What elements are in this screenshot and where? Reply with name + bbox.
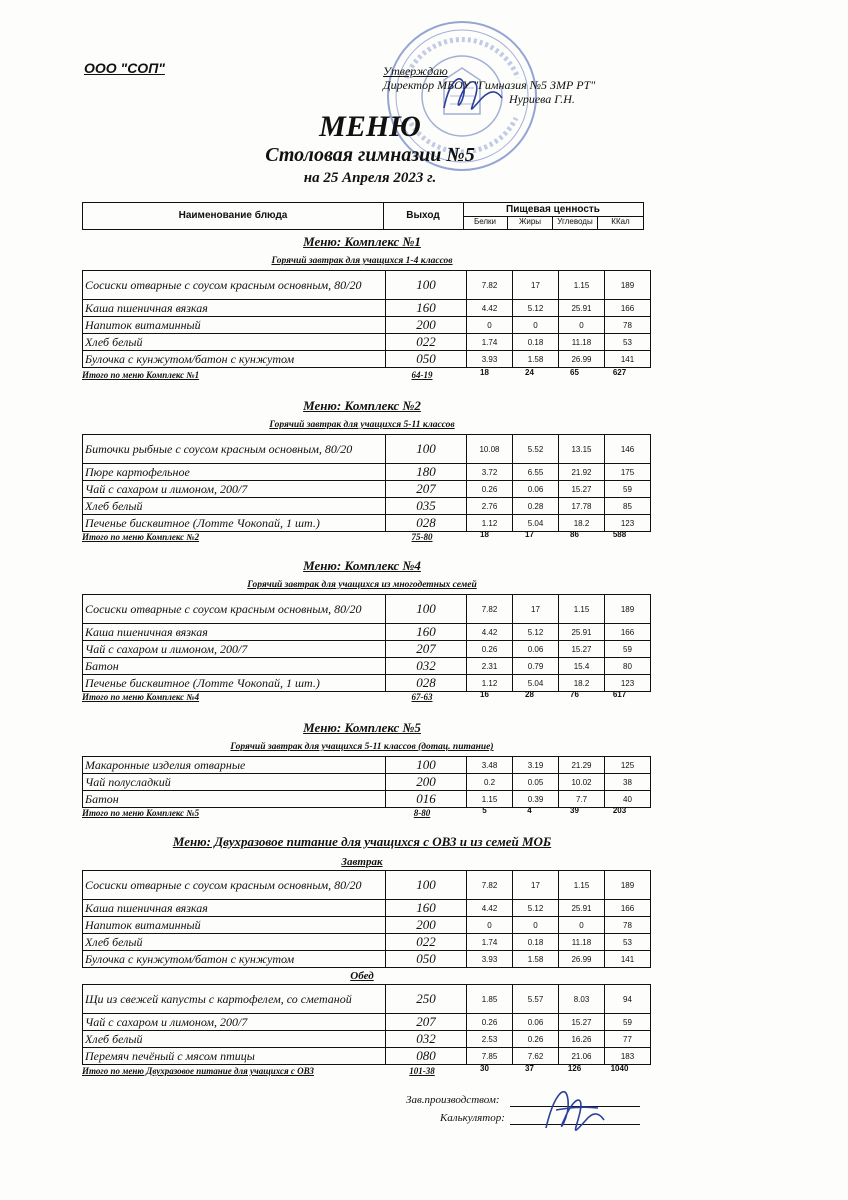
carbs-value: 15.27 [559, 481, 605, 498]
table-row [83, 317, 651, 334]
section-subtitle: Горячий завтрак для учащихся 1-4 классов [271, 256, 453, 266]
fat-value: 0.05 [513, 774, 559, 791]
table-row [83, 675, 651, 692]
table-row [83, 435, 651, 464]
fat-value: 0.06 [513, 481, 559, 498]
carbs-value: 17.78 [559, 498, 605, 515]
total-carbs: 65 [570, 368, 579, 377]
breakfast-label: Завтрак [341, 856, 383, 868]
protein-value: 7.82 [467, 271, 513, 300]
dish-name: Батон [83, 658, 386, 675]
table-row [83, 985, 651, 1014]
kcal-value: 80 [605, 658, 651, 675]
column-header [82, 202, 644, 230]
carbs-value: 1.15 [559, 595, 605, 624]
kcal-value: 78 [605, 917, 651, 934]
total-kcal: 203 [612, 806, 627, 815]
page-title: МЕНЮ [319, 110, 421, 143]
total-row [82, 370, 642, 382]
menu-table [82, 434, 651, 532]
table-row [83, 900, 651, 917]
kcal-value: 125 [605, 757, 651, 774]
fat-value: 7.62 [513, 1048, 559, 1065]
protein-value: 4.42 [467, 900, 513, 917]
table-row [83, 300, 651, 317]
section-subtitle: Горячий завтрак для учащихся 5-11 классов (дотац. питание) [230, 742, 494, 752]
dish-name: Макаронные изделия отварные [83, 757, 386, 774]
total-fat: 4 [527, 806, 532, 815]
dish-output: 160 [386, 624, 467, 641]
protein-value: 4.42 [467, 624, 513, 641]
approval-position: Директор МБОУ "Гимназия №5 ЗМР РТ" [383, 78, 596, 92]
table-row [83, 917, 651, 934]
protein-value: 7.85 [467, 1048, 513, 1065]
section-title: Меню: Двухразовое питание для учащихся с ОВЗ и из семей МОБ [172, 834, 552, 849]
table-row [83, 1031, 651, 1048]
table-row [83, 351, 651, 368]
approval-label: Утверждаю [383, 64, 448, 78]
protein-value: 0.26 [467, 481, 513, 498]
total-output: 67-63 [411, 692, 433, 702]
table-row [83, 1048, 651, 1065]
dish-output: 180 [386, 464, 467, 481]
fat-value: 1.58 [513, 351, 559, 368]
col-kcal-header: ККал [611, 217, 630, 226]
fat-value: 0.06 [513, 641, 559, 658]
total-output: 75-80 [411, 532, 433, 542]
carbs-value: 18.2 [559, 515, 605, 532]
dish-name: Хлеб белый [83, 1031, 386, 1048]
dish-output: 100 [386, 271, 467, 300]
carbs-value: 15.27 [559, 641, 605, 658]
dish-name: Сосиски отварные с соусом красным основным, 80/20 [83, 271, 386, 300]
carbs-value: 21.29 [559, 757, 605, 774]
kcal-value: 59 [605, 641, 651, 658]
fat-value: 5.12 [513, 900, 559, 917]
table-row [83, 951, 651, 968]
protein-value: 0 [467, 317, 513, 334]
dish-name: Напиток витаминный [83, 917, 386, 934]
section-title: Меню: Комплекс №4 [303, 558, 421, 573]
producer-signature [536, 1080, 608, 1142]
carbs-value: 10.02 [559, 774, 605, 791]
kcal-value: 166 [605, 900, 651, 917]
total-label: Итого по меню Комплекс №1 [82, 370, 200, 380]
protein-value: 2.31 [467, 658, 513, 675]
carbs-value: 21.92 [559, 464, 605, 481]
fat-value: 5.57 [513, 985, 559, 1014]
fat-value: 0.06 [513, 1014, 559, 1031]
kcal-value: 77 [605, 1031, 651, 1048]
dish-output: 100 [386, 435, 467, 464]
calculator-label: Калькулятор: [440, 1112, 505, 1124]
kcal-value: 123 [605, 515, 651, 532]
total-carbs: 39 [570, 806, 579, 815]
col-name-header: Наименование блюда [83, 203, 384, 229]
fat-value: 17 [513, 595, 559, 624]
dish-name: Булочка с кунжутом/батон с кунжутом [83, 351, 386, 368]
fat-value: 0 [513, 317, 559, 334]
col-fat-header: Жиры [508, 216, 553, 229]
fat-value: 0.79 [513, 658, 559, 675]
dish-output: 080 [386, 1048, 467, 1065]
dish-output: 028 [386, 515, 467, 532]
dish-output: 035 [386, 498, 467, 515]
menu-table [82, 270, 651, 368]
total-row [82, 532, 642, 544]
approval-block [383, 64, 595, 106]
protein-value: 2.76 [467, 498, 513, 515]
dish-name: Печенье бисквитное (Лотте Чокопай, 1 шт.) [83, 675, 386, 692]
total-label: Итого по меню Комплекс №4 [82, 692, 200, 702]
protein-value: 1.12 [467, 675, 513, 692]
menu-table [82, 594, 651, 692]
carbs-value: 16.26 [559, 1031, 605, 1048]
total-label: Итого по меню Двухразовое питание для учащихся с ОВЗ [82, 1066, 314, 1076]
table-row [83, 774, 651, 791]
dish-output: 207 [386, 1014, 467, 1031]
dish-output: 100 [386, 871, 467, 900]
table-row [83, 334, 651, 351]
fat-value: 5.04 [513, 515, 559, 532]
carbs-value: 15.27 [559, 1014, 605, 1031]
menu-date: на 25 Апреля 2023 г. [303, 170, 437, 186]
total-fat: 28 [525, 690, 534, 699]
total-label: Итого по меню Комплекс №2 [82, 532, 200, 542]
dish-output: 050 [386, 951, 467, 968]
dish-name: Хлеб белый [83, 934, 386, 951]
dish-name: Хлеб белый [83, 498, 386, 515]
total-row [82, 1066, 642, 1078]
fat-value: 17 [513, 271, 559, 300]
dish-name: Чай с сахаром и лимоном, 200/7 [83, 1014, 386, 1031]
protein-value: 0 [467, 917, 513, 934]
page-subtitle: Столовая гимназии №5 [265, 144, 475, 166]
dish-name: Хлеб белый [83, 334, 386, 351]
carbs-value: 8.03 [559, 985, 605, 1014]
total-fat: 37 [525, 1064, 534, 1073]
dish-output: 160 [386, 300, 467, 317]
protein-value: 0.2 [467, 774, 513, 791]
dish-output: 028 [386, 675, 467, 692]
protein-value: 7.82 [467, 595, 513, 624]
total-carbs: 86 [570, 530, 579, 539]
protein-value: 3.48 [467, 757, 513, 774]
carbs-value: 13.15 [559, 435, 605, 464]
section-title: Меню: Комплекс №1 [303, 234, 421, 249]
dish-output: 032 [386, 658, 467, 675]
total-kcal: 627 [612, 368, 627, 377]
dish-name: Печенье бисквитное (Лотте Чокопай, 1 шт.) [83, 515, 386, 532]
section-title: Меню: Комплекс №5 [303, 720, 421, 735]
kcal-value: 53 [605, 934, 651, 951]
kcal-value: 175 [605, 464, 651, 481]
fat-value: 5.12 [513, 300, 559, 317]
col-output-header: Выход [383, 203, 464, 229]
kcal-value: 189 [605, 271, 651, 300]
table-row [83, 658, 651, 675]
carbs-value: 15.4 [559, 658, 605, 675]
carbs-value: 18.2 [559, 675, 605, 692]
protein-value: 7.82 [467, 871, 513, 900]
protein-value: 1.85 [467, 985, 513, 1014]
dish-output: 050 [386, 351, 467, 368]
table-row [83, 757, 651, 774]
dish-name: Батон [83, 791, 386, 808]
dish-output: 022 [386, 934, 467, 951]
total-fat: 24 [525, 368, 534, 377]
fat-value: 5.52 [513, 435, 559, 464]
protein-value: 3.72 [467, 464, 513, 481]
table-row [83, 595, 651, 624]
total-protein: 18 [480, 368, 489, 377]
kcal-value: 146 [605, 435, 651, 464]
table-row [83, 641, 651, 658]
total-row [82, 692, 642, 704]
org-name: ООО "СОП" [84, 60, 165, 76]
fat-value: 0.28 [513, 498, 559, 515]
dish-output: 100 [386, 757, 467, 774]
dish-output: 200 [386, 317, 467, 334]
col-carbs-header: Углеводы [553, 216, 598, 229]
col-protein-header: Белки [463, 216, 508, 229]
total-label: Итого по меню Комплекс №5 [82, 808, 200, 818]
protein-value: 10.08 [467, 435, 513, 464]
dish-name: Сосиски отварные с соусом красным основным, 80/20 [83, 871, 386, 900]
carbs-value: 11.18 [559, 934, 605, 951]
kcal-value: 40 [605, 791, 651, 808]
dish-name: Напиток витаминный [83, 317, 386, 334]
protein-value: 3.93 [467, 351, 513, 368]
dish-name: Булочка с кунжутом/батон с кунжутом [83, 951, 386, 968]
dish-output: 200 [386, 774, 467, 791]
total-carbs: 126 [567, 1064, 582, 1073]
kcal-value: 123 [605, 675, 651, 692]
total-carbs: 76 [570, 690, 579, 699]
total-protein: 16 [480, 690, 489, 699]
dish-name: Чай полусладкий [83, 774, 386, 791]
kcal-value: 78 [605, 317, 651, 334]
dish-name: Чай с сахаром и лимоном, 200/7 [83, 641, 386, 658]
fat-value: 0.18 [513, 334, 559, 351]
dish-output: 207 [386, 641, 467, 658]
producer-label: Зав.производством: [406, 1094, 500, 1106]
kcal-value: 94 [605, 985, 651, 1014]
carbs-value: 25.91 [559, 900, 605, 917]
fat-value: 0.26 [513, 1031, 559, 1048]
total-protein: 18 [480, 530, 489, 539]
dish-output: 200 [386, 917, 467, 934]
kcal-value: 141 [605, 351, 651, 368]
dish-name: Пюре картофельное [83, 464, 386, 481]
section-subtitle: Горячий завтрак для учащихся 5-11 классов [269, 420, 455, 430]
total-kcal: 1040 [610, 1064, 629, 1073]
fat-value: 6.55 [513, 464, 559, 481]
dish-name: Перемяч печёный с мясом птицы [83, 1048, 386, 1065]
table-row [83, 464, 651, 481]
protein-value: 4.42 [467, 300, 513, 317]
kcal-value: 166 [605, 300, 651, 317]
approval-person: Нуриева Г.Н. [509, 92, 575, 106]
menu-table [82, 984, 651, 1065]
fat-value: 5.12 [513, 624, 559, 641]
kcal-value: 53 [605, 334, 651, 351]
section-title: Меню: Комплекс №2 [303, 398, 421, 413]
section-subtitle: Горячий завтрак для учащихся из многодетных семей [247, 580, 477, 590]
dish-output: 160 [386, 900, 467, 917]
carbs-value: 7.7 [559, 791, 605, 808]
carbs-value: 26.99 [559, 951, 605, 968]
table-row [83, 791, 651, 808]
kcal-value: 183 [605, 1048, 651, 1065]
carbs-value: 26.99 [559, 351, 605, 368]
col-nutrition-header: Пищевая ценность [463, 203, 643, 217]
kcal-value: 85 [605, 498, 651, 515]
fat-value: 1.58 [513, 951, 559, 968]
menu-table [82, 870, 651, 968]
kcal-value: 166 [605, 624, 651, 641]
carbs-value: 1.15 [559, 871, 605, 900]
dish-output: 022 [386, 334, 467, 351]
dish-name: Каша пшеничная вязкая [83, 900, 386, 917]
carbs-value: 1.15 [559, 271, 605, 300]
total-output: 101-38 [409, 1066, 435, 1076]
fat-value: 3.19 [513, 757, 559, 774]
carbs-value: 11.18 [559, 334, 605, 351]
kcal-value: 59 [605, 1014, 651, 1031]
carbs-value: 0 [559, 917, 605, 934]
carbs-value: 0 [559, 317, 605, 334]
menu-table [82, 756, 651, 808]
dish-name: Биточки рыбные с соусом красным основным, 80/20 [83, 435, 386, 464]
dish-output: 016 [386, 791, 467, 808]
dish-name: Каша пшеничная вязкая [83, 300, 386, 317]
table-row [83, 871, 651, 900]
protein-value: 0.26 [467, 1014, 513, 1031]
dish-name: Сосиски отварные с соусом красным основным, 80/20 [83, 595, 386, 624]
protein-value: 0.26 [467, 641, 513, 658]
table-row [83, 515, 651, 532]
kcal-value: 189 [605, 595, 651, 624]
table-row [83, 1014, 651, 1031]
protein-value: 3.93 [467, 951, 513, 968]
total-output: 8-80 [413, 808, 431, 818]
total-output: 64-19 [411, 370, 433, 380]
fat-value: 0 [513, 917, 559, 934]
protein-value: 1.74 [467, 334, 513, 351]
fat-value: 0.39 [513, 791, 559, 808]
fat-value: 5.04 [513, 675, 559, 692]
total-fat: 17 [525, 530, 534, 539]
dish-name: Каша пшеничная вязкая [83, 624, 386, 641]
protein-value: 1.12 [467, 515, 513, 532]
table-row [83, 498, 651, 515]
dish-name: Щи из свежей капусты с картофелем, со сметаной [83, 985, 386, 1014]
table-row [83, 481, 651, 498]
dish-output: 032 [386, 1031, 467, 1048]
dish-output: 207 [386, 481, 467, 498]
table-row [83, 934, 651, 951]
kcal-value: 141 [605, 951, 651, 968]
total-kcal: 617 [612, 690, 627, 699]
total-kcal: 588 [612, 530, 627, 539]
dish-name: Чай с сахаром и лимоном, 200/7 [83, 481, 386, 498]
dish-output: 250 [386, 985, 467, 1014]
table-row [83, 624, 651, 641]
total-row [82, 808, 642, 820]
carbs-value: 25.91 [559, 624, 605, 641]
kcal-value: 189 [605, 871, 651, 900]
total-protein: 5 [482, 806, 487, 815]
kcal-value: 59 [605, 481, 651, 498]
kcal-value: 38 [605, 774, 651, 791]
total-protein: 30 [480, 1064, 489, 1073]
carbs-value: 25.91 [559, 300, 605, 317]
carbs-value: 21.06 [559, 1048, 605, 1065]
fat-value: 0.18 [513, 934, 559, 951]
dish-output: 100 [386, 595, 467, 624]
protein-value: 1.74 [467, 934, 513, 951]
fat-value: 17 [513, 871, 559, 900]
lunch-label: Обед [350, 970, 374, 982]
protein-value: 2.53 [467, 1031, 513, 1048]
table-row [83, 271, 651, 300]
protein-value: 1.15 [467, 791, 513, 808]
